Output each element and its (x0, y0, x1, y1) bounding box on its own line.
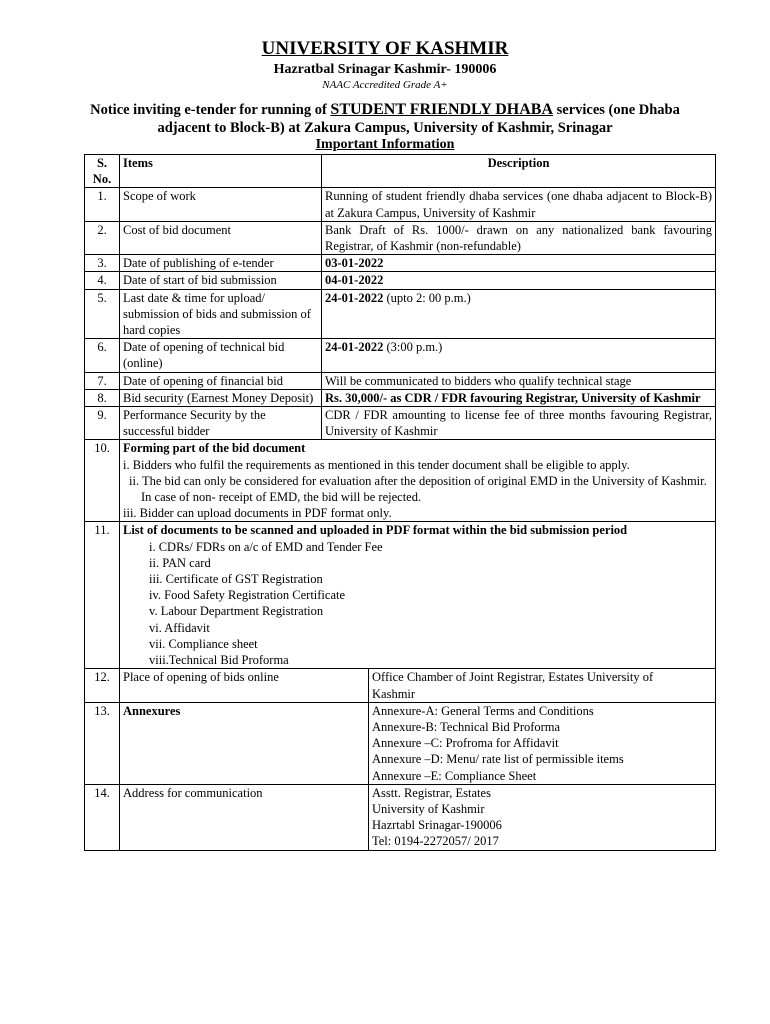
row-description: Will be communicated to bidders who qualify technical stage (322, 372, 716, 389)
row-description: 04-01-2022 (322, 272, 716, 289)
row-item: Last date & time for upload/ submission of bids and submission of hard copies (120, 289, 322, 339)
notice-title-highlight: STUDENT FRIENDLY DHABA (330, 101, 553, 118)
notice-title-pre: Notice inviting e-tender for running of (90, 102, 331, 118)
row-number: 6. (85, 339, 120, 372)
row-number: 5. (85, 289, 120, 339)
row-number: 9. (85, 407, 120, 440)
row-item: Date of opening of financial bid (120, 372, 322, 389)
row-item: Cost of bid document (120, 221, 322, 254)
row-item: Address for communication (120, 784, 369, 850)
table-row (85, 339, 716, 372)
row-description: CDR / FDR amounting to license fee of three months favouring Registrar, University of Kashmir (322, 407, 716, 440)
row-item: Date of publishing of e-tender (120, 255, 322, 272)
address-line: Asstt. Registrar, Estates (372, 785, 491, 800)
row-number: 1. (85, 188, 120, 221)
row-number: 14. (85, 784, 120, 850)
row-description: Office Chamber of Joint Registrar, Estates University of Kashmir (369, 669, 716, 702)
information-table (84, 154, 716, 851)
table-row (85, 272, 716, 289)
bid-point: iii. Bidder can upload documents in PDF format only. (123, 506, 392, 521)
documents-cell (120, 522, 716, 669)
row-item: Performance Security by the successful bidder (120, 407, 322, 440)
list-item: i. CDRs/ FDRs on a/c of EMD and Tender Fee (149, 539, 383, 554)
address-block (369, 784, 716, 850)
table-row (85, 188, 716, 221)
table-header-row (85, 155, 716, 188)
table-row (85, 407, 716, 440)
list-item: Annexure-B: Technical Bid Proforma (372, 719, 561, 734)
table-row-documents-list (85, 522, 716, 669)
bid-document-heading: Forming part of the bid document (123, 441, 306, 456)
address-line: Hazrtabl Srinagar-190006 (372, 818, 502, 833)
header-items: Items (120, 155, 322, 188)
row-item: Date of opening of technical bid (online) (120, 339, 322, 372)
row-description: Running of student friendly dhaba services (one dhaba adjacent to Block-B) at Zakura Campus, University of Kashmir (322, 188, 716, 221)
row-item: Place of opening of bids online (120, 669, 369, 702)
table-row (85, 289, 716, 339)
table-row (85, 784, 716, 850)
row-number: 10. (85, 440, 120, 522)
list-item: viii.Technical Bid Proforma (149, 653, 289, 668)
row-number: 3. (85, 255, 120, 272)
list-item: iv. Food Safety Registration Certificate (149, 588, 346, 603)
list-item: vi. Affidavit (149, 620, 210, 635)
row-description: 24-01-2022 (3:00 p.m.) (322, 339, 716, 372)
row-description: 03-01-2022 (322, 255, 716, 272)
accreditation-line: NAAC Accredited Grade A+ (322, 79, 448, 91)
university-name: UNIVERSITY OF KASHMIR (261, 38, 509, 59)
row-description: 24-01-2022 (upto 2: 00 p.m.) (322, 289, 716, 339)
row-number: 12. (85, 669, 120, 702)
row-number: 11. (85, 522, 120, 669)
list-item: Annexure –E: Compliance Sheet (372, 768, 537, 783)
notice-subtitle: Important Information (315, 137, 455, 152)
documents-list (123, 539, 712, 669)
list-item: ii. PAN card (149, 555, 211, 570)
address-line: Tel: 0194-2272057/ 2017 (372, 834, 499, 849)
table-row (85, 221, 716, 254)
row-description: Rs. 30,000/- as CDR / FDR favouring Registrar, University of Kashmir (322, 389, 716, 406)
row-item: Date of start of bid submission (120, 272, 322, 289)
table-row (85, 255, 716, 272)
row-item: Scope of work (120, 188, 322, 221)
list-item: v. Labour Department Registration (149, 604, 324, 619)
header-sno: S. No. (85, 155, 120, 188)
bid-point: i. Bidders who fulfil the requirements as mentioned in this tender document shall be eligible to apply. (123, 457, 630, 472)
notice-title-post: services (one Dhaba (553, 102, 680, 118)
table-row (85, 372, 716, 389)
row-number: 13. (85, 702, 120, 784)
notice-title (0, 101, 770, 137)
documents-heading: List of documents to be scanned and uploaded in PDF format within the bid submission period (123, 523, 628, 538)
table-row (85, 389, 716, 406)
row-number: 7. (85, 372, 120, 389)
table-row (85, 702, 716, 784)
row-number: 2. (85, 221, 120, 254)
list-item: Annexure –C: Profroma for Affidavit (372, 736, 559, 751)
list-item: Annexure –D: Menu/ rate list of permissible items (372, 752, 624, 767)
row-description: Bank Draft of Rs. 1000/- drawn on any nationalized bank favouring Registrar, of Kashmir (non-refundable) (322, 221, 716, 254)
list-item: Annexure-A: General Terms and Conditions (372, 703, 594, 718)
list-item: iii. Certificate of GST Registration (149, 572, 323, 587)
list-item: vii. Compliance sheet (149, 636, 258, 651)
row-item: Annexures (120, 702, 369, 784)
row-number: 8. (85, 389, 120, 406)
table-row-bid-document (85, 440, 716, 522)
notice-title-line2: adjacent to Block-B) at Zakura Campus, University of Kashmir, Srinagar (157, 120, 613, 136)
bid-document-cell (120, 440, 716, 522)
row-number: 4. (85, 272, 120, 289)
annexures-list (369, 702, 716, 784)
address-line: University of Kashmir (372, 801, 485, 816)
table-row (85, 669, 716, 702)
row-item: Bid security (Earnest Money Deposit) (120, 389, 322, 406)
university-address: Hazratbal Srinagar Kashmir- 190006 (273, 62, 497, 77)
header-description: Description (322, 155, 716, 188)
bid-point: ii. The bid can only be considered for evaluation after the deposition of original EMD in the University of Kashmir. In case of non- receipt of EMD, the bid will be rejected. (129, 473, 707, 505)
